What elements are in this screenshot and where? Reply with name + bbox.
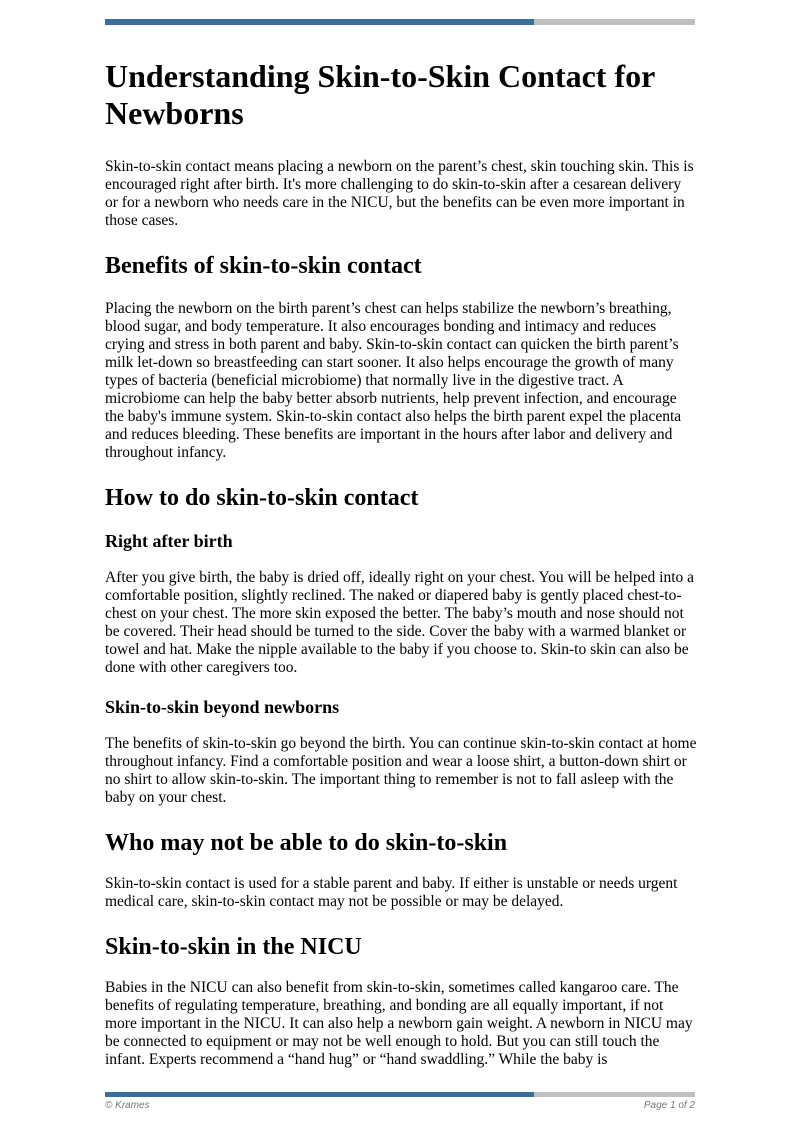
nicu-paragraph: Babies in the NICU can also benefit from skin-to-skin, sometimes called kangaroo care. The benefits of regulating temperature, breathing, and bonding are all equally important, if not more important in the NICU. It can also help a newborn gain weight. A newborn in NICU may be connected to equipment or may not be well enough to hold. But you can still touch the infant. Experts recommend a “hand hug” or “hand swaddling.” While the baby is <box>105 979 693 1068</box>
header-rule <box>105 19 695 25</box>
benefits-paragraph: Placing the newborn on the birth parent’s chest can helps stabilize the newborn’s breathing, blood sugar, and body temperature. It also encourages bonding and intimacy and reduces crying and stress in both parent and baby. Skin-to-skin contact can quicken the birth parent’s milk let-down so breastfeeding can start sooner. It also helps encourage the growth of many types of bacteria (beneficial microbiome) that normally live in the digestive tract. A microbiome can help the baby better absorb nutrients, help prevent infection, and encourage the baby's immune system. Skin-to-skin contact also helps the birth parent expel the placenta and reduces bleeding. These benefits are important in the hours after labor and delivery and throughout infancy. <box>105 300 682 461</box>
right-after-birth-heading: Right after birth <box>105 531 233 551</box>
header-rule-blue <box>105 19 534 25</box>
document-body <box>105 58 697 1089</box>
footer-page-number: Page 1 of 2 <box>643 1100 695 1111</box>
how-heading: How to do skin-to-skin contact <box>105 485 419 511</box>
page-title: Understanding Skin-to-Skin Contact for Newborns <box>105 58 655 131</box>
nicu-heading: Skin-to-skin in the NICU <box>105 934 362 960</box>
benefits-heading: Benefits of skin-to-skin contact <box>105 253 422 279</box>
right-after-birth-paragraph: After you give birth, the baby is dried off, ideally right on your chest. You will be helped into a comfortable position, slightly reclined. The naked or diapered baby is gently placed chest-to-chest on your chest. The more skin exposed the better. The baby’s mouth and nose should not be covered. Their head should be turned to the side. Cover the baby with a warmed blanket or towel and hat. Make the nipple available to the baby if you choose to. Skin-to skin can also be done with other caregivers too. <box>105 569 695 676</box>
who-not-heading: Who may not be able to do skin-to-skin <box>105 830 508 856</box>
beyond-newborns-paragraph: The benefits of skin-to-skin go beyond the birth. You can continue skin-to-skin contact at home throughout infancy. Find a comfortable position and wear a loose shirt, a button-down shirt or no shirt to allow skin-to-skin. The important thing to remember is not to fall asleep with the baby on your chest. <box>105 735 697 806</box>
footer-rule-blue <box>105 1092 534 1097</box>
who-not-paragraph: Skin-to-skin contact is used for a stable parent and baby. If either is unstable or needs urgent medical care, skin-to-skin contact may not be possible or may be delayed. <box>105 875 678 910</box>
footer-rule-gray <box>534 1092 695 1097</box>
intro-paragraph: Skin-to-skin contact means placing a newborn on the parent’s chest, skin touching skin. This is encouraged right after birth. It's more challenging to do skin-to-skin after a cesarean delivery or for a newborn who needs care in the NICU, but the benefits can be even more important in those cases. <box>105 158 694 229</box>
header-rule-gray <box>534 19 695 25</box>
footer-copyright: © Krames <box>105 1100 150 1111</box>
footer-rule <box>105 1092 695 1097</box>
beyond-newborns-heading: Skin-to-skin beyond newborns <box>105 697 340 717</box>
